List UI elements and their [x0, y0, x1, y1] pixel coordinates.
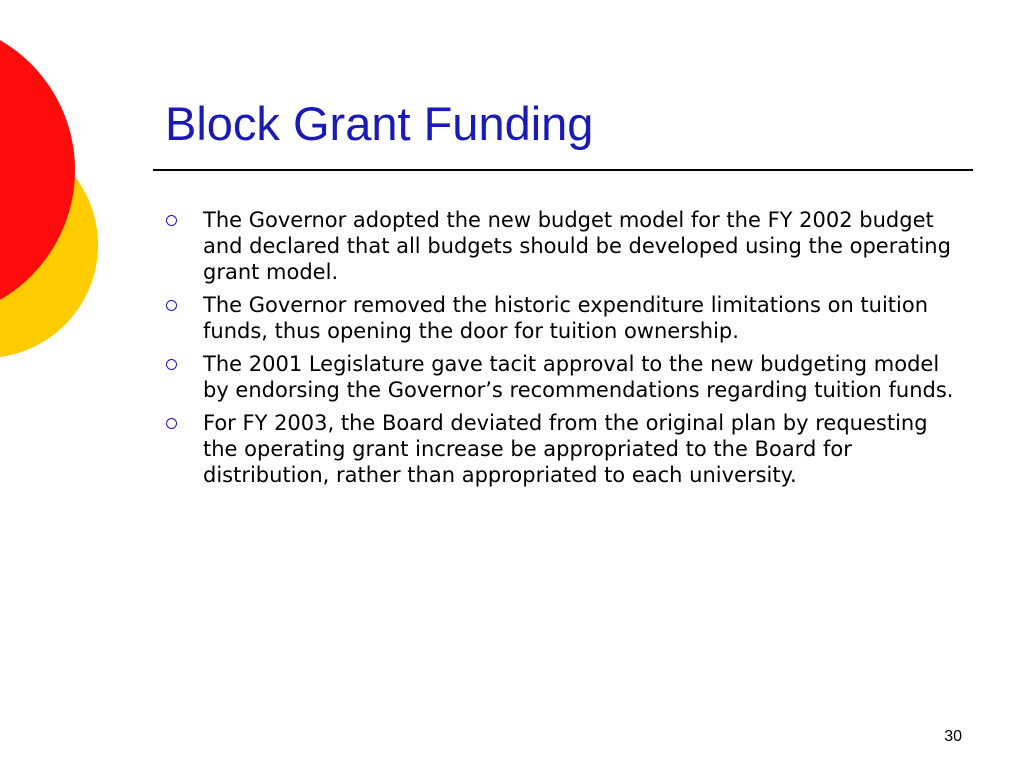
bullet-text: For FY 2003, the Board deviated from the original plan by requesting the operating grant increase be appropriated to the Board for distribution, rather than appropriated to each university. — [203, 411, 928, 487]
page-number: 30 — [944, 728, 962, 745]
bullet-text: The 2001 Legislature gave tacit approval to the new budgeting model by endorsing the Governor’s recommendations regarding tuition funds. — [203, 352, 954, 402]
bullet-item — [163, 410, 963, 488]
hollow-circle-bullet-icon — [166, 300, 177, 311]
title-divider — [153, 169, 973, 171]
slide-title: Block Grant Funding — [165, 97, 594, 150]
bullet-list — [163, 207, 963, 495]
bullet-item — [163, 207, 963, 285]
bullet-item — [163, 351, 963, 403]
decorative-circles — [0, 0, 110, 420]
bullet-item — [163, 292, 963, 344]
hollow-circle-bullet-icon — [166, 418, 177, 429]
hollow-circle-bullet-icon — [166, 359, 177, 370]
bullet-text: The Governor adopted the new budget model for the FY 2002 budget and declared that all budgets should be developed using the operating grant model. — [203, 208, 951, 284]
bullet-text: The Governor removed the historic expenditure limitations on tuition funds, thus opening the door for tuition ownership. — [203, 293, 929, 343]
hollow-circle-bullet-icon — [166, 215, 177, 226]
